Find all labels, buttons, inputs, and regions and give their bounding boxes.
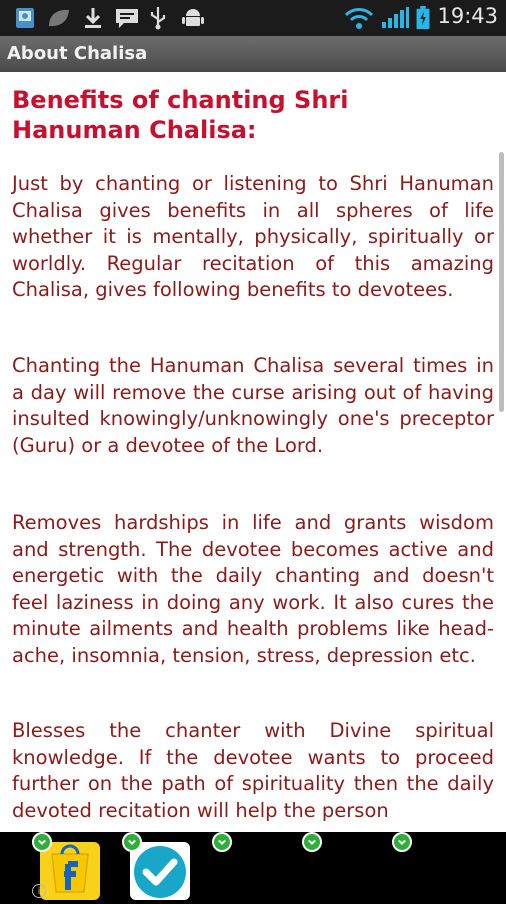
about-content[interactable] [0,72,506,832]
download-icon [82,6,104,30]
paragraph-1: Just by chanting or listening to Shri Hanuman Chalisa gives benefits in all spheres of life whether it is mentally, physically, spiritually or worldly. Regular recitation of this amazing Chalisa, gives following benefits to devotees. [12,172,494,302]
download-badge-icon [302,832,322,852]
download-badge-icon [32,832,52,852]
download-badge-icon [122,832,142,852]
paragraph-2: Chanting the Hanuman Chalisa several times in a day will remove the curse arising out of having insulted knowingly/unknowingly one's preceptor (Guru) or a devotee of the Lord. [12,354,494,457]
message-icon [114,6,140,30]
status-time: 19:43 [437,4,498,28]
wifi-icon [344,6,374,30]
battery-icon [414,6,432,30]
content-heading: Benefits of chanting Shri Hanuman Chalisa: [12,86,349,144]
gallery-icon [14,6,36,30]
download-badge-icon [212,832,232,852]
ad-bar[interactable] [0,832,506,900]
android-icon [180,6,206,30]
title-bar [0,36,506,73]
leaf-icon [46,6,72,30]
download-badge-icon [392,832,412,852]
usb-icon [148,6,168,30]
ad-info-icon[interactable]: i [32,884,46,898]
page-title: About Chalisa [7,43,148,64]
signal-icon [380,6,410,30]
scrollbar[interactable] [499,152,504,412]
paragraph-3: Removes hardships in life and grants wisdom and strength. The devotee becomes active and energetic with the daily chanting and doesn't feel laziness in doing any work. It also cures the minute ailments and health problems like head-ache, insomnia, tension, stress, depression etc. [12,511,494,667]
status-bar [0,0,506,36]
paragraph-4: Blesses the chanter with Divine spiritual knowledge. If the devotee wants to proceed further on the path of spirituality then the daily devoted recitation will help the person [12,719,494,822]
